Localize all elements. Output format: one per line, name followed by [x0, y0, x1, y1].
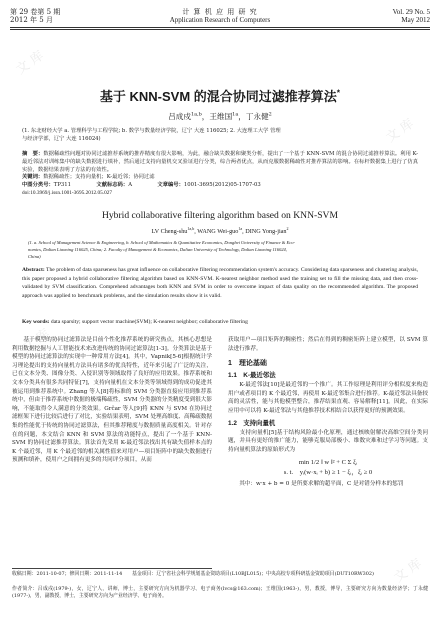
header-volume-en: Vol. 29 No. 5 — [392, 8, 430, 16]
clc-label: 中图分类号： — [22, 182, 54, 188]
abstract-en-text: The problem of data sparseness has great influence on collaborative filtering recommendation system's accuracy. Considering data sparseness and clustering analysis, this paper proposed a hybrid collaborative filtering algorithm based on KNN-SVM. K-nearest neighbor method used the training set to fill the missing data, and then cross-validated by SVM classification. Comprehend advantages both KNN and SVM in order to overcome impact of data quality on the recommended algorithm. The proposed approach was applied to benchmark problems, and the simulation results show it is valid. — [22, 267, 418, 299]
keywords-en-text: data sparsity; support vector machine(SVM); K-nearest neighbor; collaborative filtering — [50, 319, 248, 325]
header-date-cn: 2012 年 5 月 — [10, 16, 53, 24]
doc-label: 文献标志码： — [96, 182, 129, 188]
footnote-author: 作者简介：吕成戍(1979-)，女，辽宁人，讲师，博士，主要研究方向为机器学习、电子商务(lvcs@163.com)；王维国(1963-)，男，教授，博导，主要研究方向为数量经济学；丁永健(1977-)，男，副教授，博士，主要研究方向为产业经济学、电子商务。 — [12, 586, 428, 600]
watermark: 文 库 — [13, 48, 47, 78]
watermark: 文 库 — [383, 116, 417, 146]
affiliation-cn-line2: 与经济学部，辽宁 大连 116024) — [22, 136, 101, 142]
author-cn-3-sup: 2 — [268, 111, 272, 118]
body-left-column: 基于模型的协同过滤算法是目前个性化推荐系统的研究热点，其核心思想是利用数据挖掘与人工智能技术来改进传统的协同过滤算法[1-3]。分类算法是基于模型的协同过滤算法的实现中一种常用方法[4]。其中，Vapnik[5-6]根据统计学习理论提出的支持向量机方法具有诸多的优良特性，近年来引起了广泛的关注，已在文本分类、图像分类、入侵识别等领域取得了良好的应用效果。推荐系统和文本分类具有很多共同特征[7]，支持向量机在文本分类等领域得到的成功促进其被运用到推荐系统中。Zhang 等人[8]将标准的 SVM 分类器直接应用到推荐系统中，但由于推荐系统中数据的极端稀疏性，SVM 分类器的分类精度受到很大影响，不能取得令人满意的分类效果。Grčar 等人[9]将 KNN 与 SVM 在协同过滤框架下进行比较后进行了对比，实验结果表明，SVM 处理高维度、高稀疏数据集的性能优于传统的协同过滤算法，但其推荐精度与数据质量高度相关。针对存在的问题，本文结合 KNN 和 SVM 算法的功能特点，提出了一个基于 KNN-SVM 的协同过滤推荐算法。算法首先采用 K-最近邻法找出其有缺失值样本点的 K 个最近邻，用 K 个最近邻的相关属性值来对用户—项目矩阵中的缺失数据进行预测和填补，使用户之间拥有更多的共同评分项目，从而 — [12, 337, 212, 464]
header-rule — [10, 27, 430, 28]
section-1-1-text: K-最近邻法[10]是最近邻的一个推广。其工作原理是利用评分相似度来构造用户或者项目的 K 个最近邻，再使用 K-最近邻集合进行推荐。K-最近邻法具备较高的灵活性，能与其他模型整合，推荐结果直观、容易解释[11]。因此，在实际应用中可以将 K-最近邻法与其他推荐技术相结合以获得更好的预测效果。 — [228, 382, 428, 414]
abstract-cn-text: 数据稀疏性问题对协同过滤推荐系统的推荐精度有很大影响，为此，融合缺失数据和聚类分析，提出了一个基于 KNN-SVM 的混合协同过滤推荐算法。利用 K-最近邻法对训练集中的缺失数据进行填补，然后通过支持向量机交叉验证进行分类，综合两者优点，从而克服数据稀疏性对推荐算法的影响。在标杆数据集上进行了仿真实验，数据结果表明了方法的有效性。 — [22, 151, 418, 173]
keywords-cn — [22, 173, 418, 181]
abstract-cn — [22, 150, 418, 174]
keywords-en-label: Key words: — [22, 319, 50, 325]
footnote-rule — [12, 568, 212, 569]
section-1-1-heading: 1.1 K-最近邻法 — [228, 372, 276, 380]
header-journal-cn: 计 算 机 应 用 研 究 — [182, 8, 258, 16]
abstract-en — [22, 266, 418, 300]
author-cn-2-sup: 1a — [232, 111, 239, 118]
clc-value: TP311 — [53, 182, 72, 188]
abstract-en-label: Abstract: — [22, 267, 45, 273]
header-journal-en: Application Research of Computers — [169, 16, 271, 24]
author-en-2-sup: 1a — [238, 225, 243, 231]
affiliation-en-line1: (1. a. School of Management Science & Engineering, b. School of Mathematics & Quantitative Economics, Dongbei University of Finance & Eco- — [28, 240, 296, 245]
body-right-column — [228, 336, 428, 489]
header-date-en: May 2012 — [401, 16, 430, 24]
section-1-2-heading: 1.2 支持向量机 — [228, 419, 276, 427]
svm-constraint-formula: s. t. yᵢ(w·xᵢ + b) ≥ 1 − ξᵢ，ξᵢ ≥ 0 — [283, 469, 373, 477]
affiliation-en-line3: China) — [28, 254, 41, 259]
affiliation-en-line2: nomics, Dalian Liaoning 116025, China; 2. Faculty of Management & Economics, Dalian University of Technology, Dalian Liaoning 116024, — [28, 247, 287, 252]
classification-line — [22, 181, 418, 189]
title-cn — [0, 89, 440, 105]
author-en-1: LV Cheng-shu — [151, 228, 188, 235]
title-cn-mark: * — [336, 87, 341, 98]
keywords-cn-label: 关键词： — [22, 174, 44, 180]
intro-continued: 获取用户—项目矩阵的稠密性；然后在得到的稠密矩阵上建立模型，以 SVM 算法进行推荐。 — [228, 337, 428, 352]
title-en: Hybrid collaborative filtering algorithm based on KNN-SVM — [101, 210, 339, 221]
section-1-2-text: 支持向量机[5]基于结构风险最小化原理，通过核映射解决高维空间分类问题，并具有更好的推广能力，能够克服局部极小、维数灾难和过学习等问题。支持向量机算法的原始形式为 — [228, 429, 428, 453]
author-cn-1-sup: 1a,b — [190, 111, 202, 118]
watermark: 文 库 — [19, 326, 53, 356]
author-en-3: , DING Yong-jian — [242, 228, 287, 235]
author-en-3-sup: 2 — [286, 225, 289, 231]
keywords-cn-text: 数据稀疏性；支持向量机；K-最近邻；协同过滤 — [43, 174, 155, 180]
article-value: 1001-3695(2012)05-1707-03 — [183, 182, 261, 188]
keywords-en — [22, 318, 418, 327]
author-cn-2: ，王维国 — [201, 112, 233, 121]
abstract-cn-label: 摘 要： — [22, 151, 44, 157]
author-cn-3: ，丁永健 — [238, 112, 269, 121]
header-volume-cn: 第 29 卷第 5 期 — [10, 8, 61, 16]
footnote-received: 收稿日期：2011-10-07；修回日期：2011-11-14 基金项目：辽宁省社会科学规划基金资助项目(L10BJL015)；中央高校专项科研基金资助项目(DUT10RW302) — [12, 571, 374, 577]
author-en-1-sup: 1a,b — [187, 225, 195, 231]
authors-en — [0, 225, 440, 236]
doi: doi:10.3969/j.issn.1001-3695.2012.05.027 — [22, 190, 113, 196]
header-rule-thin — [10, 29, 430, 30]
section-1-heading: 1 理论基础 — [228, 360, 267, 368]
watermark: 文 库 — [391, 556, 425, 586]
authors-cn — [0, 112, 440, 122]
title-cn-text: 基于 KNN-SVM 的混合协同过滤推荐算法 — [99, 89, 337, 104]
doc-value: A — [128, 182, 133, 188]
author-cn-1: 吕成戍 — [168, 112, 191, 121]
affiliation-cn-line1: (1. 东北财经大学 a. 管理科学与工程学院; b. 数学与数量经济学院，辽宁 大连 116025; 2. 大连理工大学 管理 — [22, 128, 281, 134]
svm-objective-formula: min 1/2 ‖ w ‖² + C Σ ξᵢ — [298, 459, 358, 467]
article-label: 文章编号： — [157, 182, 184, 188]
section-1-2-text-cont: 其中：w·x + b = 0 是所要求解的超平面，C 是对错分样本的惩罚 — [228, 481, 404, 488]
author-en-2: , WANG Wei-guo — [194, 228, 239, 235]
